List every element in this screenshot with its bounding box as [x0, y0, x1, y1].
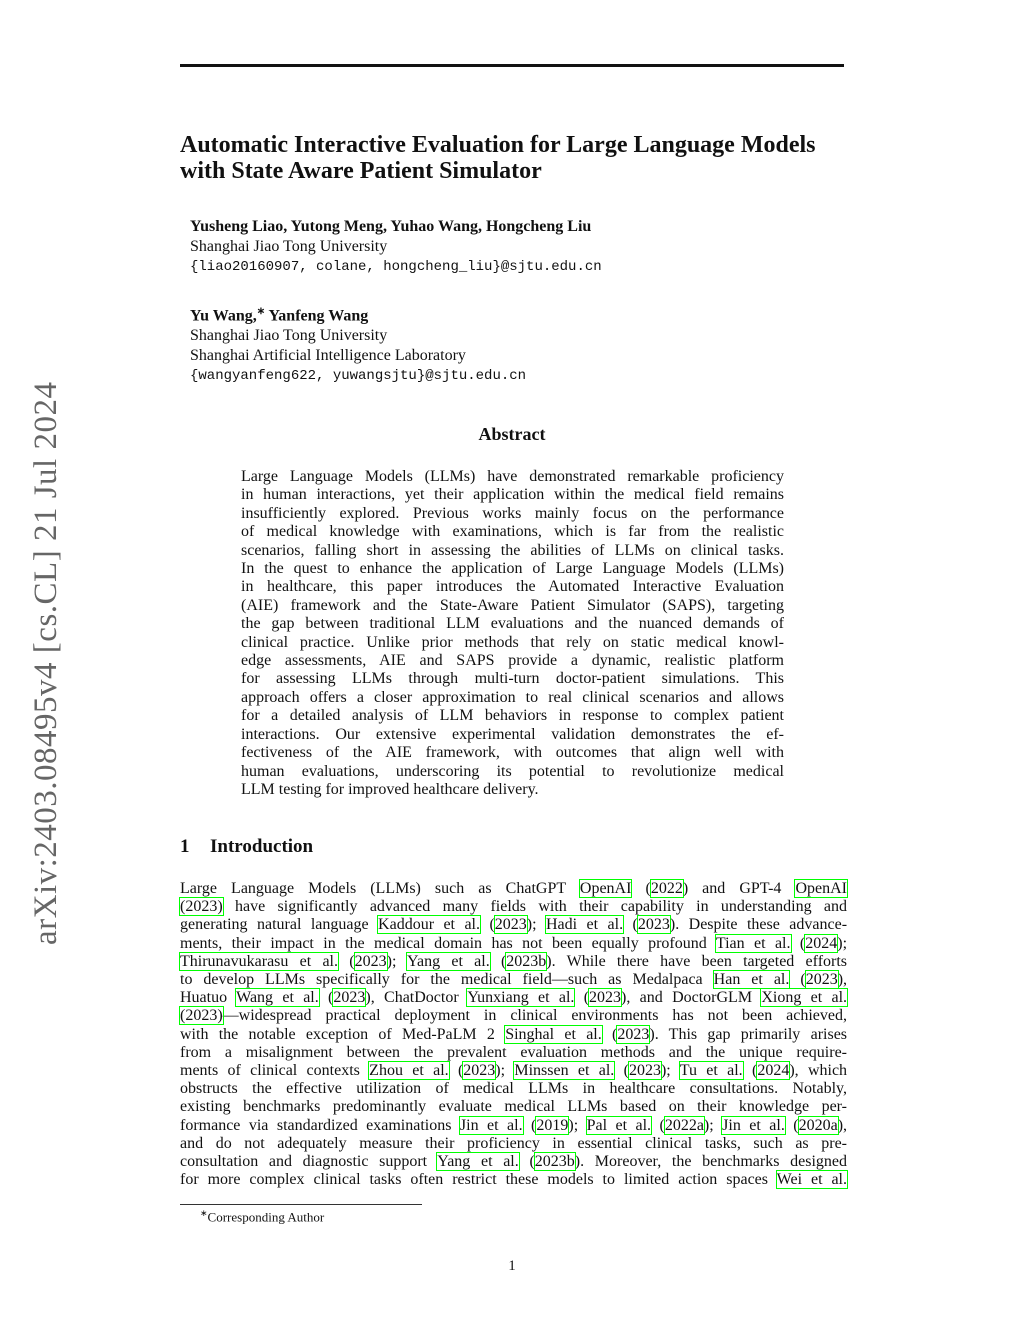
intro-line	[180, 971, 847, 989]
footnote-rule	[180, 1204, 422, 1205]
citation-link[interactable]: 2023	[589, 989, 622, 1007]
citation-link[interactable]: 2023	[463, 1062, 496, 1080]
text-run: ), and DoctorGLM	[621, 989, 762, 1007]
text-run: generating natural language	[180, 916, 379, 934]
text-run: formance via standardized examinations	[180, 1116, 460, 1134]
citation-link[interactable]: OpenAI	[579, 880, 632, 897]
citation-link[interactable]: Jin et al.	[459, 1116, 523, 1134]
text-run: (	[789, 971, 806, 989]
text-run: ments of clinical contexts	[180, 1062, 370, 1080]
title-line-2: with State Aware Patient Simulator	[180, 158, 542, 184]
text-run: ). Despite these advance-	[669, 916, 848, 934]
intro-line	[180, 1062, 847, 1080]
text-run: ). Moreover, the benchmarks designed	[574, 1153, 848, 1171]
introduction-body	[180, 880, 847, 1189]
intro-line	[180, 935, 847, 953]
text-run: and do not adequately measure their proficiency in essential clinical tasks, such as pre-	[180, 1134, 847, 1152]
author-block-1	[190, 217, 602, 277]
text-run: ),	[837, 1116, 848, 1134]
citation-link[interactable]: OpenAI	[795, 880, 848, 897]
citation-link[interactable]: Han et al.	[713, 971, 790, 989]
citation-link[interactable]: Xiong et al.	[761, 989, 848, 1007]
citation-link[interactable]: 2023	[333, 989, 366, 1007]
intro-line	[180, 916, 847, 934]
citation-link[interactable]: Pal et al.	[586, 1116, 652, 1134]
abstract-line: LLM testing for improved healthcare delivery.	[241, 780, 539, 798]
text-run: (	[631, 880, 651, 897]
abstract-line: approach offers a closer approximation to real clinical scenarios and allows	[241, 688, 784, 706]
corresponding-mark[interactable]: ∗	[256, 306, 266, 317]
text-run: ments, their impact in the medical domain has not been equally profound	[180, 934, 716, 952]
citation-link[interactable]: 2023	[354, 952, 387, 970]
text-run: ),	[837, 971, 848, 989]
citation-link[interactable]: 2023b	[534, 1153, 575, 1171]
abstract-line: Large Language Models (LLMs) have demonstrated remarkable proficiency	[241, 468, 784, 485]
citation-link[interactable]: 2022a	[664, 1116, 704, 1134]
abstract-line: for assessing LLMs through multi-turn doctor-patient simulations. This	[241, 670, 784, 688]
abstract-line: scenarios, falling short in assessing the abilities of LLMs on clinical tasks.	[241, 541, 784, 559]
text-run: (	[623, 916, 638, 934]
citation-link[interactable]: 2024	[757, 1062, 790, 1080]
citation-link[interactable]: Singhal et al.	[505, 1025, 602, 1043]
intro-line	[180, 1098, 847, 1116]
text-run: (	[522, 1116, 537, 1134]
text-run: to develop LLMs specifically for the medical field—such as Medalpaca	[180, 971, 714, 989]
text-run: (	[651, 1116, 665, 1134]
abstract-line: the gap between traditional LLM evaluations and the nuanced demands of	[241, 615, 784, 633]
intro-line	[180, 1007, 847, 1025]
abstract-body	[241, 468, 784, 799]
text-run: (	[318, 989, 334, 1007]
text-run: (	[614, 1062, 629, 1080]
citation-link[interactable]: 2020a	[798, 1116, 838, 1134]
citation-link[interactable]: Minssen et al.	[514, 1062, 615, 1080]
text-run: (	[574, 989, 590, 1007]
text-run: ), ChatDoctor	[365, 989, 468, 1007]
text-run: );	[526, 916, 546, 934]
intro-line	[180, 1044, 847, 1062]
text-run: );	[660, 1062, 680, 1080]
abstract-line: in human interactions, yet their application within the medical field remains	[241, 486, 784, 504]
intro-line	[180, 989, 847, 1007]
abstract-line: human evaluations, underscoring its potential to revolutionize medical	[241, 762, 784, 780]
text-run: existing benchmarks predominantly evaluate medical LLMs based on their knowledge per-	[180, 1098, 847, 1116]
citation-link[interactable]: Tu et al.	[679, 1062, 743, 1080]
citation-link[interactable]: 2019	[536, 1116, 569, 1134]
citation-link[interactable]: (2023)	[180, 1007, 223, 1025]
citation-link[interactable]: 2023	[805, 971, 838, 989]
citation-link[interactable]: Tian et al.	[715, 934, 791, 952]
abstract-line: interactions. Our extensive experimental validation demonstrates the ef-	[241, 725, 784, 743]
text-run: ) and GPT-4	[682, 880, 796, 897]
citation-link[interactable]: Wei et al.	[776, 1171, 847, 1189]
citation-link[interactable]: Wang et al.	[236, 989, 319, 1007]
text-run: ), which	[789, 1062, 848, 1080]
author-name-yu-wang: Yu Wang,	[190, 307, 257, 325]
intro-line	[180, 880, 847, 898]
page-number: 1	[508, 1258, 516, 1274]
author-names-1: Yusheng Liao, Yutong Meng, Yuhao Wang, Hongcheng Liu	[190, 218, 592, 235]
citation-link[interactable]: 2023b	[506, 952, 547, 970]
text-run: (	[338, 952, 355, 970]
text-run: (	[448, 1062, 464, 1080]
abstract-line: (AIE) framework and the State-Aware Patient Simulator (SAPS), targeting	[241, 596, 784, 614]
arxiv-identifier[interactable]: arXiv:2403.08495v4 [cs.CL] 21 Jul 2024	[28, 381, 64, 945]
intro-line	[180, 1117, 847, 1135]
text-run: Large Language Models (LLMs) such as ChatGPT	[180, 880, 580, 897]
text-run: (	[784, 1116, 799, 1134]
citation-link[interactable]: Jin et al.	[722, 1116, 785, 1134]
citation-link[interactable]: Zhou et al.	[369, 1062, 449, 1080]
text-run: —widespread practical deployment in clinical environments has not been achieved,	[222, 1007, 847, 1025]
text-run: ). While there have been targeted efforts	[546, 952, 848, 970]
text-run: ). This gap primarily arises	[649, 1025, 848, 1043]
text-run: );	[837, 934, 848, 952]
abstract-line: clinical practice. Unlike prior methods that rely on static medical knowl-	[241, 633, 784, 651]
section-title: Introduction	[210, 836, 314, 857]
text-run: (	[742, 1062, 758, 1080]
abstract-line: in healthcare, this paper introduces the Automated Interactive Evaluation	[241, 578, 784, 596]
title-line-1: Automatic Interactive Evaluation for Large Language Models	[180, 132, 816, 158]
affiliation-1: Shanghai Jiao Tong University	[190, 238, 388, 255]
email-2: {wangyanfeng622, yuwangsjtu}@sjtu.edu.cn	[190, 368, 527, 385]
abstract-line: insufficiently explored. Previous works mainly focus on the performance	[241, 504, 784, 522]
text-run: (	[601, 1025, 618, 1043]
intro-line	[180, 1026, 847, 1044]
text-run: (	[489, 952, 507, 970]
affiliation-2b: Shanghai Artificial Intelligence Laboratory	[190, 347, 466, 365]
citation-link[interactable]: Yunxiang et al.	[467, 989, 575, 1007]
intro-line	[180, 1171, 847, 1189]
top-rule	[180, 64, 844, 67]
author-block-2	[190, 302, 526, 386]
citation-link[interactable]: Kaddour et al.	[378, 916, 480, 934]
footnote-text: Corresponding Author	[207, 1209, 325, 1225]
abstract-line: of medical knowledge with examinations, which is far from the realistic	[241, 523, 784, 541]
abstract-heading: Abstract	[478, 424, 546, 444]
affiliation-2a: Shanghai Jiao Tong University	[190, 327, 388, 345]
section-number: 1	[180, 836, 190, 857]
citation-link[interactable]: 2023	[494, 916, 527, 934]
email-1: {liao20160907, colane, hongcheng_liu}@sjtu.edu.cn	[190, 259, 602, 275]
citation-link[interactable]: 2023	[628, 1062, 661, 1080]
author-name-yanfeng-wang: Yanfeng Wang	[265, 307, 369, 325]
footnote-mark: ∗	[200, 1208, 208, 1218]
text-run: );	[568, 1116, 587, 1134]
text-run: obstructs the effective utilization of medical LLMs in healthcare consultations. Notably,	[180, 1080, 847, 1098]
citation-link[interactable]: Hadi et al.	[546, 916, 624, 934]
citation-link[interactable]: 2023	[617, 1025, 650, 1043]
intro-line	[180, 1080, 847, 1098]
text-run: );	[386, 952, 408, 970]
text-run: (	[480, 916, 495, 934]
intro-line	[180, 898, 847, 916]
citation-link[interactable]: Thirunavukarasu et al.	[180, 952, 339, 970]
text-run: from a misalignment between the prevalent evaluation methods and the unique require-	[180, 1043, 847, 1061]
intro-line	[180, 953, 847, 971]
text-run: (	[790, 934, 806, 952]
paper-title	[180, 132, 860, 184]
text-run: );	[703, 1116, 723, 1134]
citation-link[interactable]: (2023)	[180, 898, 223, 916]
abstract-line: for a detailed analysis of LLM behaviors in response to complex patient	[241, 707, 784, 725]
citation-link[interactable]: 2022	[650, 880, 683, 897]
text-run: for more complex clinical tasks often restrict these models to limited action spaces	[180, 1171, 777, 1189]
intro-line	[180, 1135, 847, 1153]
text-run: have significantly advanced many fields with their capability in understanding and	[222, 898, 847, 916]
citation-link[interactable]: 2024	[805, 934, 838, 952]
text-run: consultation and diagnostic support	[180, 1153, 438, 1171]
citation-link[interactable]: Yang et al.	[437, 1153, 519, 1171]
citation-link[interactable]: Yang et al.	[407, 952, 490, 970]
abstract-line: fectiveness of the AIE framework, with outcomes that align well with	[241, 744, 784, 762]
abstract-line: In the quest to enhance the application of Large Language Models (LLMs)	[241, 560, 784, 578]
abstract-line: edge assessments, AIE and SAPS provide a dynamic, realistic platform	[241, 652, 784, 670]
author-names-2	[190, 302, 526, 326]
section-heading-introduction	[180, 836, 313, 858]
intro-line	[180, 1153, 847, 1171]
text-run: Huatuo	[180, 989, 237, 1007]
text-run: with the notable exception of Med-PaLM 2	[180, 1025, 506, 1043]
text-run: );	[495, 1062, 515, 1080]
citation-link[interactable]: 2023	[637, 916, 670, 934]
footnote	[200, 1208, 324, 1225]
text-run: (	[518, 1153, 535, 1171]
